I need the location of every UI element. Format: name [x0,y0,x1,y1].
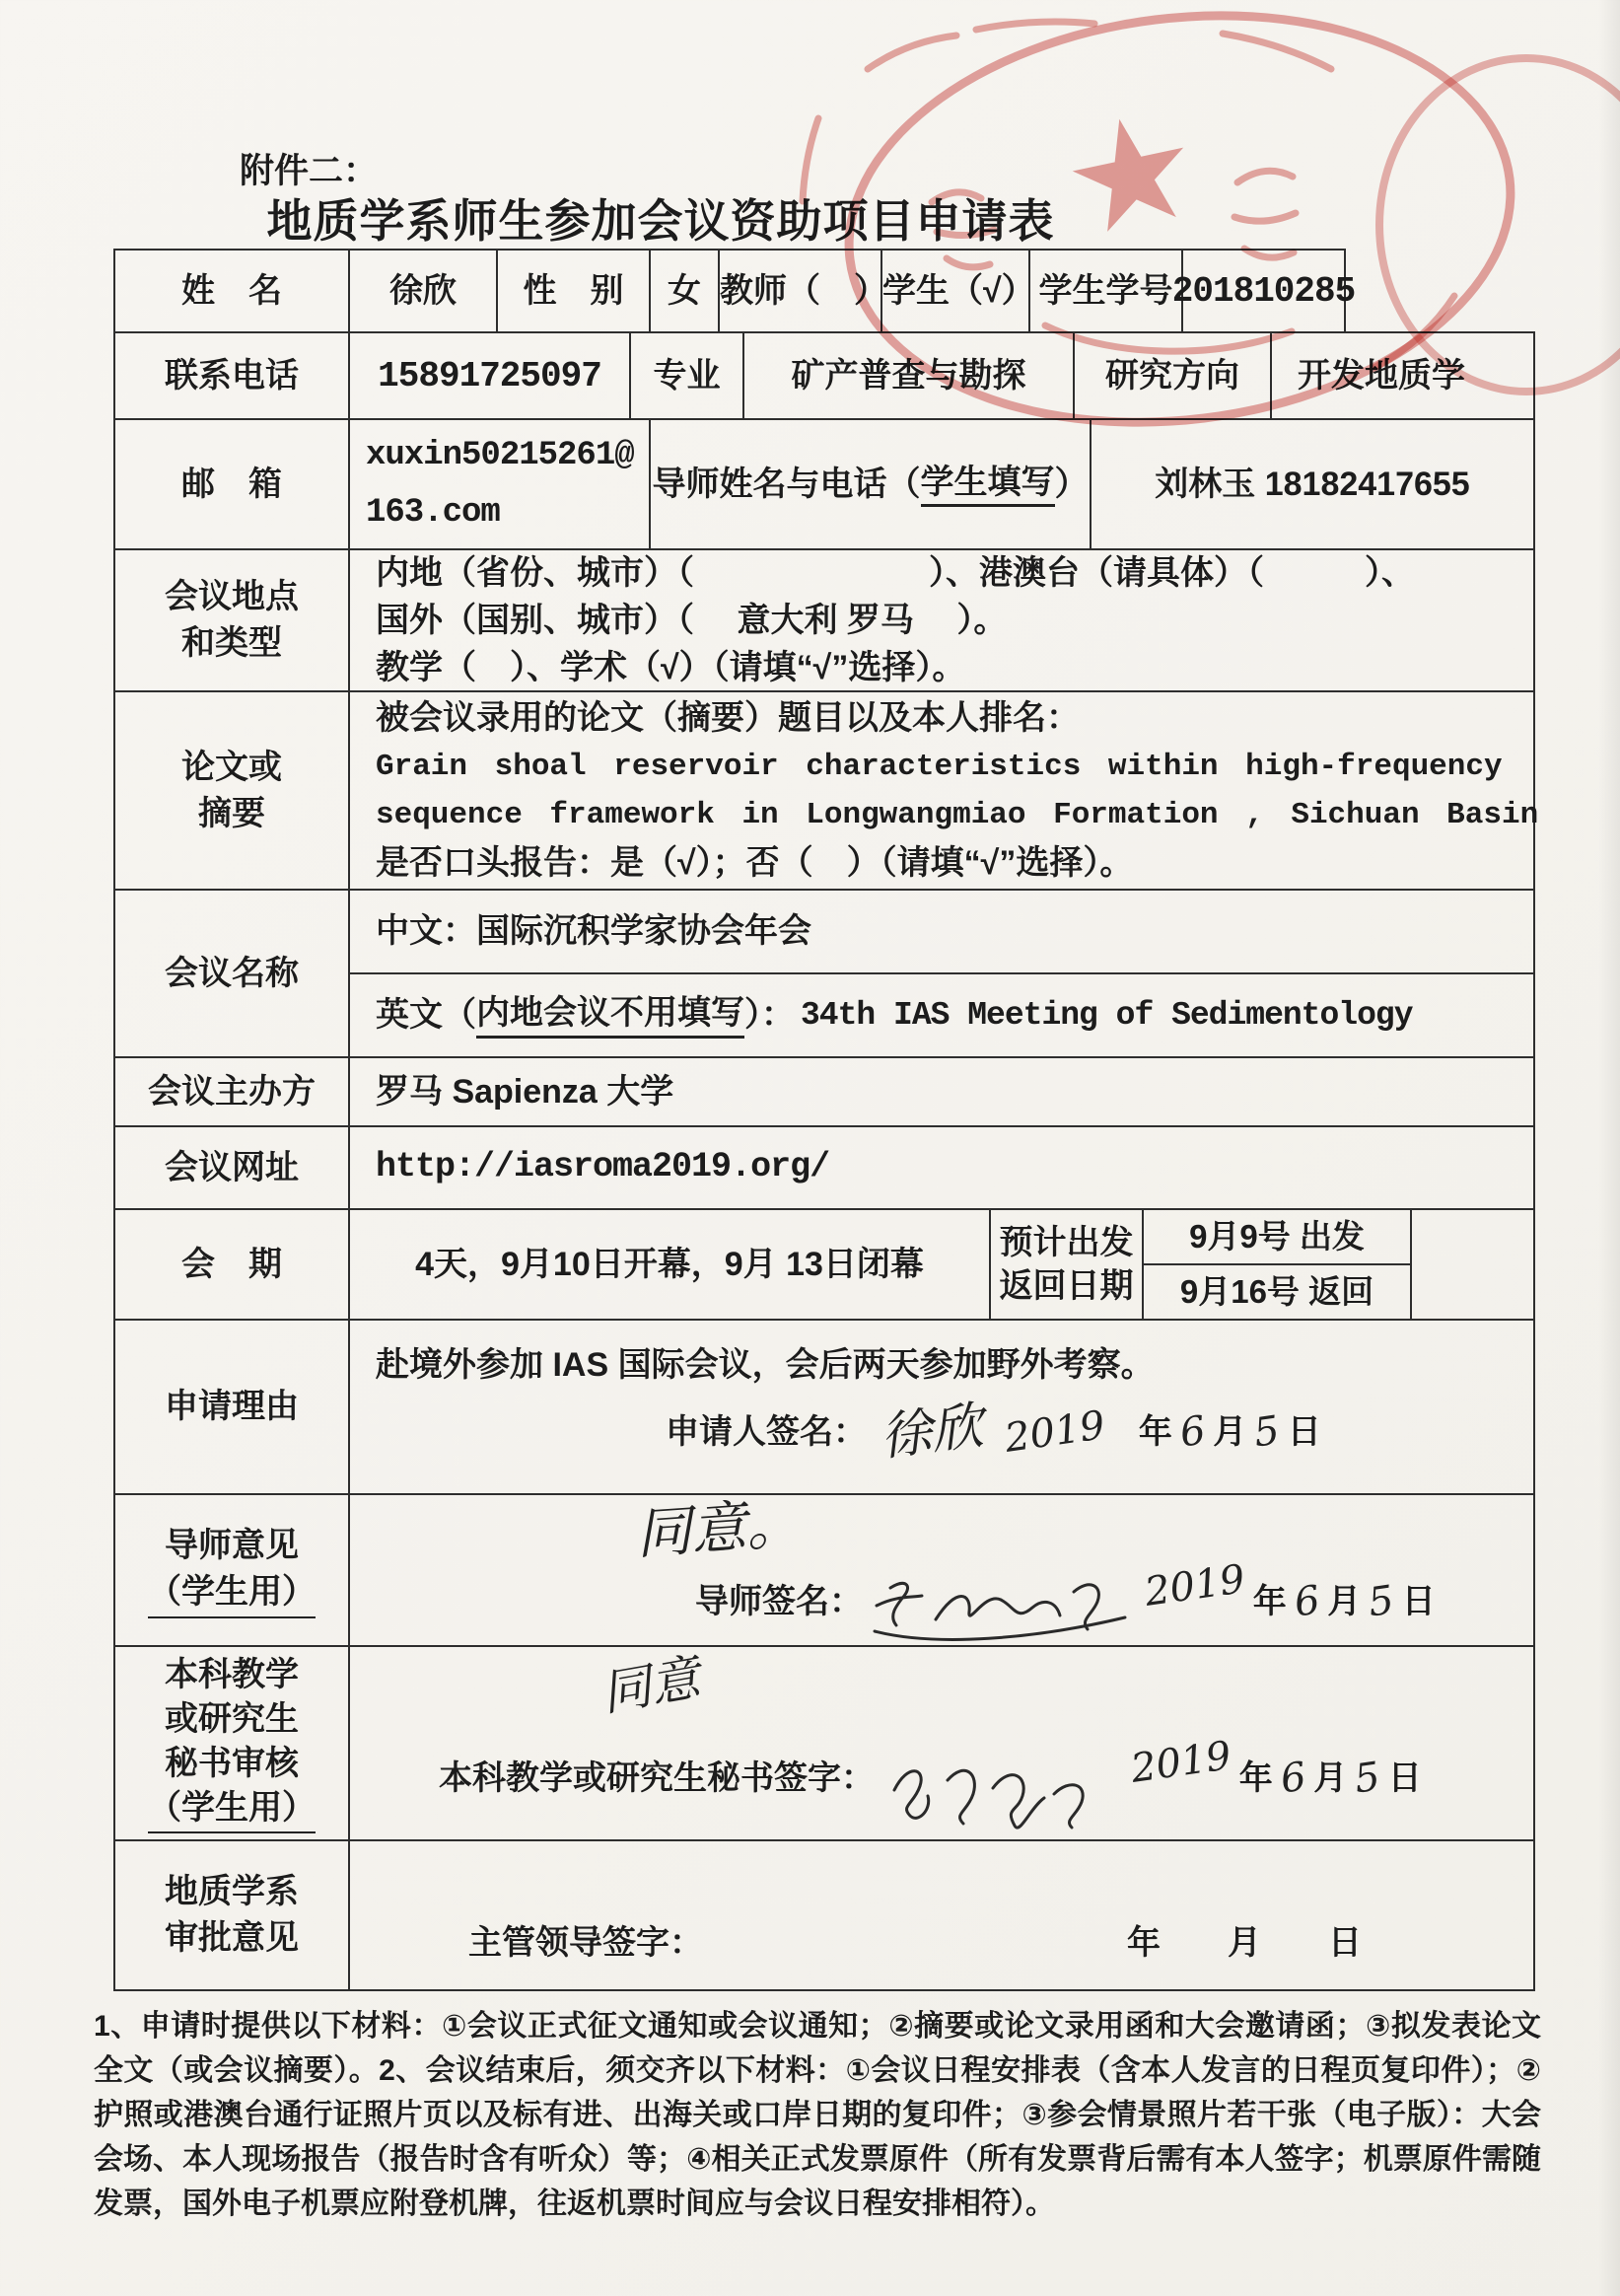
day-char: 日 [1387,1758,1422,1797]
advisor-label-suffix: ） [1054,465,1089,503]
email-value [350,420,651,550]
website-value: http://iasroma2019.org/ [350,1127,1535,1210]
advisor-opinion-content [350,1491,1535,1647]
research-direction-label: 研究方向 [1075,333,1272,420]
applicant-sign-label: 申请人签名： [666,1412,867,1451]
row-phone-major [113,333,1535,420]
row-secretary-review [113,1647,1535,1841]
email-line2: 163.com [366,494,500,532]
location-type-content [350,550,1535,692]
student-id-value: 201810285 [1183,249,1346,333]
secretary-label-line4: （学生用） [148,1786,316,1833]
row-organizer [113,1058,1535,1127]
depart-date-text: 9月9号 出发 [1189,1218,1365,1256]
department-approval-content [350,1841,1535,1991]
row-conference-name [113,891,1535,1058]
secretary-review-content [350,1647,1535,1841]
advisor-sign-day: 5 [1366,1577,1397,1626]
row-location-type [113,550,1535,692]
major-value: 矿产普查与勘探 [744,333,1075,420]
conference-name-cn [350,891,1533,974]
secretary-sign-line [439,1733,1422,1806]
applicant-sign-month: 6 [1176,1407,1209,1457]
department-approval-label [113,1841,350,1991]
leader-sign-line [468,1922,1494,1965]
research-direction-value: 开发地质学 [1272,333,1535,420]
organizer-label: 会议主办方 [113,1058,350,1127]
paper-label-line2: 摘要 [198,794,265,832]
phone-value: 15891725097 [350,333,631,420]
location-type-label [113,550,350,692]
location-label-line1: 会议地点 [165,578,299,615]
attachment-label: 附件二： [240,152,379,190]
conference-en-underline: 内地会议不用填写 [476,992,744,1039]
department-label-line1: 地质学系 [165,1873,299,1910]
advisor-sign-year: 2019 [1142,1556,1248,1615]
secretary-label-line2: 或研究生 [165,1700,299,1738]
applicant-signature: 徐欣 [877,1396,987,1468]
reason-text: 赴境外参加 IAS 国际会议，会后两天参加野外考察。 [376,1346,1155,1384]
advisor-name-phone: 刘林玉 18182417655 [1155,465,1470,503]
row-paper-abstract [113,692,1539,891]
conference-en-suffix: ）： [744,996,795,1035]
location-line-foreign: 国外（国别、城市）（ 意大利 罗马 ）。 [376,602,1008,639]
session-value: 4天，9月10日开幕，9月 13日闭幕 [350,1210,991,1321]
phone-label: 联系电话 [113,333,350,420]
advisor-opinion-handwritten: 同意。 [633,1491,805,1567]
advisor-opinion-label-line1: 导师意见 [165,1526,299,1564]
planned-dates-label [991,1210,1144,1321]
row-advisor-opinion [113,1491,1535,1647]
year-char: 年 [1252,1582,1287,1620]
footer-notes: 1、申请时提供以下材料：①会议正式征文通知或会议通知；②摘要或论文录用函和大会邀请函；③拟发表论文全文（或会议摘要）。2、会议结束后，须交齐以下材料：①会议日程安排表（含本人发言的日程页复印件）；②护照或港澳台通行证照片页以及标有进、出海关或口岸日期的复印件；③参会情景照片若干张（电子版）：大会会场、本人现场报告（报告时含有听众）等；④相关正式发票原件（所有发票背后需有本人签字；机票原件需随发票，国外电子机票应附登机牌，往返机票时间应与会议日程安排相符）。 [94,2010,1541,2220]
page-title: 地质学系师生参加会议资助项目申请表 [266,195,1055,247]
website-label: 会议网址 [113,1127,350,1210]
gender-value: 女 [651,249,720,333]
year-char: 年 [1138,1412,1172,1451]
location-label-line2: 和类型 [181,624,282,662]
secretary-sign-day: 5 [1352,1754,1383,1803]
advisor-label-prefix: 导师姓名与电话（ [652,465,921,503]
session-label: 会 期 [113,1210,350,1321]
secretary-label-line1: 本科教学 [165,1656,299,1693]
secretary-label-line3: 秘书审核 [165,1745,299,1782]
paper-label [113,692,350,891]
paper-intro-line: 被会议录用的论文（摘要）题目以及本人排名： [376,698,1080,737]
conference-name-label: 会议名称 [113,891,350,1058]
paper-label-line1: 论文或 [181,748,282,786]
conference-name-en [350,974,1533,1056]
oral-report-checked: 是否口头报告：是（√）；否（ ）（请填“√”选择）。 [376,843,1134,882]
applicant-sign-line [666,1396,1533,1468]
secretary-signature-icon [877,1751,1123,1835]
row-department-approval [113,1841,1535,1991]
return-date-text: 9月16号 返回 [1179,1273,1374,1311]
secretary-sign-year: 2019 [1128,1733,1234,1792]
reason-label: 申请理由 [113,1321,350,1495]
row-application-reason [113,1321,1535,1495]
planned-dates-values [1144,1210,1412,1321]
leader-sign-label: 主管领导签字： [468,1923,703,1962]
return-date [1144,1265,1410,1319]
advisor-sign-label: 导师签名： [695,1582,863,1620]
major-label: 专业 [631,333,744,420]
advisor-value [1092,420,1535,550]
advisor-sign-month: 6 [1291,1577,1323,1626]
name-label: 姓 名 [113,249,350,333]
advisor-label [651,420,1092,550]
row-name-gender [113,249,1535,333]
month-char: 月 [1313,1758,1348,1797]
applicant-sign-year: 2019 [1002,1402,1108,1462]
paper-title-line2: sequence framework in Longwangmiao Formation , Sichuan Basin [376,797,1539,832]
month-char: 月 [1327,1582,1362,1620]
advisor-sign-line [695,1556,1436,1631]
leader-sign-date-blanks: 年 月 日 [1127,1923,1362,1962]
day-char: 日 [1287,1412,1321,1451]
secretary-sign-label: 本科教学或研究生秘书签字： [439,1758,875,1797]
row-website [113,1127,1535,1210]
paper-content [350,692,1539,891]
advisor-label-underline: 学生填写 [921,462,1055,508]
month-char: 月 [1213,1412,1247,1451]
planned-dates-label-line1: 预计出发 [999,1224,1134,1261]
session-empty-cell [1412,1210,1535,1321]
secretary-sign-month: 6 [1277,1754,1309,1803]
teacher-option: 教师（ ） [720,249,882,333]
advisor-opinion-label-line2: （学生用） [148,1569,316,1618]
conference-name-content [350,891,1535,1058]
row-email-advisor [113,420,1535,550]
gender-label: 性 别 [498,249,651,333]
stamp-star-icon: ★ [1048,78,1214,269]
type-line-academic-checked: 教学（ ）、学术（√）（请填“√”选择）。 [376,649,966,686]
department-label-line2: 审批意见 [165,1919,299,1957]
depart-date [1144,1210,1410,1265]
conference-en-prefix: 英文（ [376,996,476,1035]
row1-empty-area [1346,249,1535,333]
paper-title-line1: Grain shoal reservoir characteristics within high-frequency [376,749,1503,784]
reason-content [350,1321,1535,1495]
application-table [113,249,1539,1991]
planned-dates-label-line2: 返回日期 [999,1267,1134,1305]
student-option-checked: 学生（√） [882,249,1030,333]
location-line-mainland: 内地（省份、城市）（ ）、港澳台（请具体）（ ）、 [376,554,1415,592]
name-value: 徐欣 [350,249,498,333]
applicant-sign-day: 5 [1251,1407,1283,1457]
conference-en-value: 34th IAS Meeting of Sedimentology [801,996,1413,1034]
email-label: 邮 箱 [113,420,350,550]
advisor-opinion-label [113,1495,350,1647]
advisor-signature-icon [867,1572,1133,1645]
organizer-value: 罗马 Sapienza 大学 [350,1058,1535,1127]
secretary-opinion-handwritten: 同意 [597,1648,705,1723]
year-char: 年 [1238,1758,1273,1797]
conference-name-cn-text: 中文：国际沉积学家协会年会 [376,912,811,951]
student-id-label: 学生学号 [1030,249,1183,333]
day-char: 日 [1401,1582,1436,1620]
secretary-review-label [113,1647,350,1841]
scan-edge-shadow [1598,0,1620,2296]
row-session-dates [113,1210,1535,1321]
email-line1: xuxin50215261@ [366,437,634,474]
